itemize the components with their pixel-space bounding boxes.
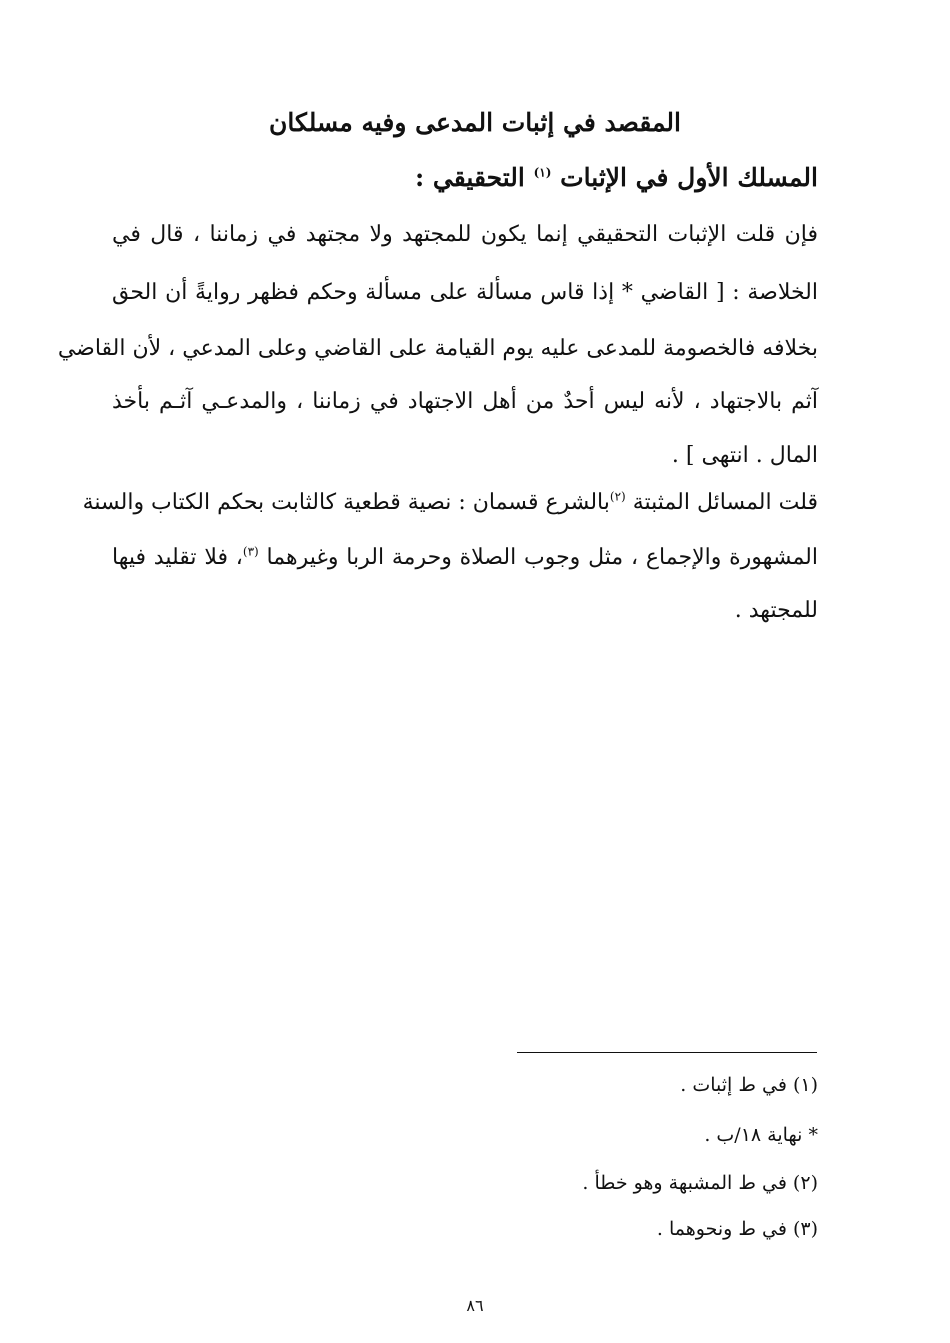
body-line-6-a: قلت المسائل المثبتة xyxy=(632,490,818,515)
subsection-heading xyxy=(120,163,818,192)
page-number: ٨٦ xyxy=(466,1296,484,1315)
footnote-star: * نهاية ١٨/ب . xyxy=(704,1124,818,1146)
body-line-7-a: المشهورة والإجماع ، مثل وجوب الصلاة وحرمة الربا وغيرهما xyxy=(266,545,818,570)
body-line-3: بخلافه فالخصومة للمدعى عليه يوم القيامة على القاضي وعلى المدعي ، لأن القاضي xyxy=(57,336,818,361)
body-line-5: المال . انتهى ] . xyxy=(671,443,818,468)
body-line-1: فإن قلت الإثبات التحقيقي إنما يكون للمجتهد ولا مجتهد في زماننا ، قال في xyxy=(112,222,818,247)
body-line-6 xyxy=(82,489,818,515)
section-title: المقصد في إثبات المدعى وفيه مسلكان xyxy=(269,108,681,137)
body-line-7 xyxy=(112,545,818,570)
footnote-2: (٢) في ط المشبهة وهو خطأ . xyxy=(582,1172,818,1194)
footnote-ref-2: (٢) xyxy=(609,489,626,504)
footnote-ref-3: (٣) xyxy=(242,544,259,559)
body-line-6-b: بالشرع قسمان : نصية قطعية كالثابت بحكم الكتاب والسنة xyxy=(82,490,610,515)
footnote-separator xyxy=(517,1052,817,1053)
footnote-3: (٣) في ط ونحوهما . xyxy=(656,1218,818,1240)
footnote-ref-1: (١) xyxy=(533,165,552,180)
body-line-8: للمجتهد . xyxy=(734,598,818,623)
footnote-1: (١) في ط إثبات . xyxy=(680,1074,818,1096)
heading-text-after: التحقيقي : xyxy=(415,163,525,192)
body-line-2: الخلاصة : [ القاضي * إذا قاس مسألة على مسألة وحكم فظهر روايةً أن الحق xyxy=(112,280,818,305)
heading-text: المسلك الأول في الإثبات xyxy=(560,163,818,192)
body-line-7-b: ، فلا تقليد فيها xyxy=(112,545,243,570)
body-line-4: آثم بالاجتهاد ، لأنه ليس أحدٌ من أهل الاجتهاد في زماننا ، والمدعـي آثـم بأخذ xyxy=(112,389,818,414)
